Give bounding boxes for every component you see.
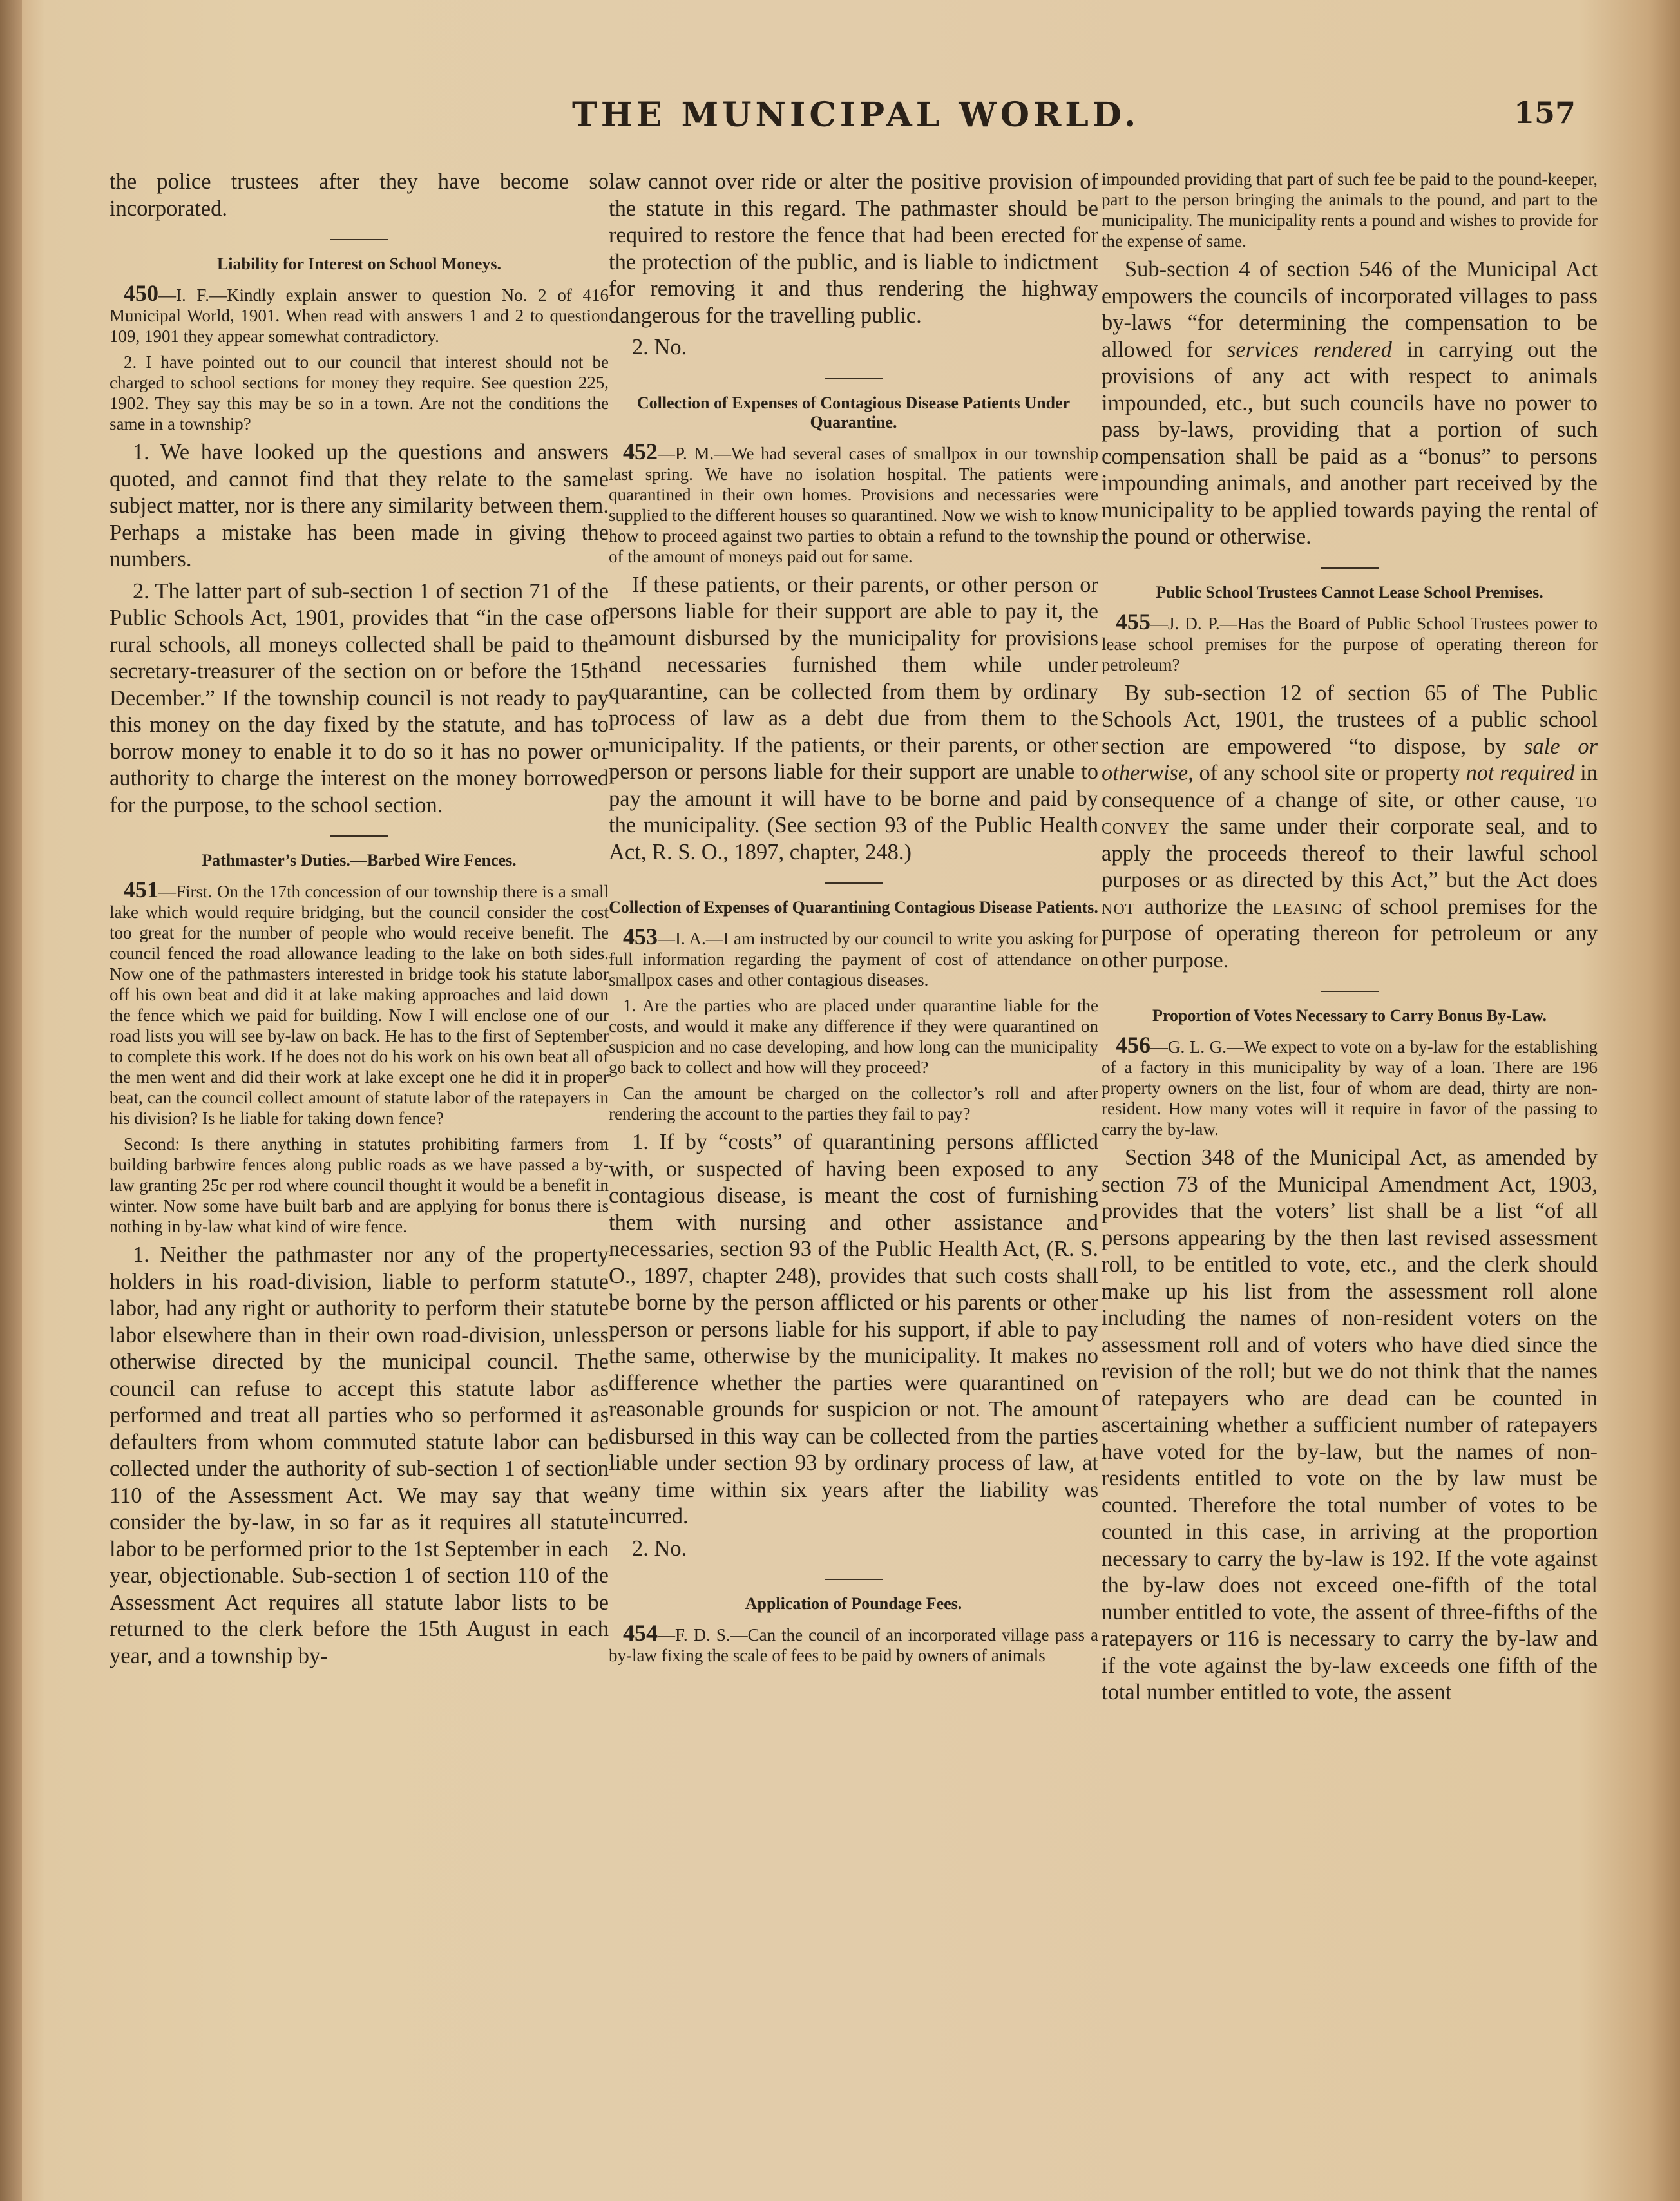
answer-paragraph: 1. If by “costs” of quarantining persons afflicted with, or suspected of having been exposed to any contagious disease, is meant the cost of furnishing them with nursing and other assistance and necessaries, section 93 of the Public Health Act, (R. S. O., 1897, chapter 248), provides that such costs shall be borne by the person afflicted or his parents or other person or persons liable for his support, if able to pay the same, otherwise by the municipality. It makes no difference whether the parties were quarantined on reasonable grounds for suspicion or not. The amount disbursed in this way can be collected from the parties liable under section 93 by ordinary process of law, at any time within six years after the liability was incurred. <box>609 1130 1098 1529</box>
answer-segment: in consequence of a change of site, or other cause, <box>1102 761 1598 812</box>
question-text: Can the amount be charged on the collector’s roll and after rendering the account to the parties they fail to pay? <box>609 1083 1098 1123</box>
answer-paragraph: 2. No. <box>632 1536 687 1561</box>
small-caps-text: not <box>1102 894 1136 919</box>
question-number: 454 <box>623 1620 658 1646</box>
section-divider <box>1321 567 1379 569</box>
section-heading: Collection of Expenses of Contagious Disease Patients Under Quarantine. <box>636 393 1071 432</box>
small-caps-text: leasing <box>1272 894 1344 919</box>
emphasis-text: not required <box>1465 761 1575 785</box>
continued-question: impounded providing that part of such fee be paid to the pound-keeper, part to the person bringing the animals to the pound, and part to the municipality. The municipality rents a pound and wishes to provide for the expense of same. <box>1102 169 1598 251</box>
section-divider <box>825 378 883 379</box>
question-number: 452 <box>623 438 658 464</box>
answer-segment: By sub-section 12 of section 65 of The Public Schools Act, 1901, the trustees of a public school section are empowered “to dispose, by <box>1102 680 1598 759</box>
section-heading: Pathmaster’s Duties.—Barbed Wire Fences. <box>202 851 517 870</box>
section-heading: Proportion of Votes Necessary to Carry Bonus By-Law. <box>1152 1006 1547 1025</box>
question-453 <box>609 898 1098 1562</box>
answer-paragraph: 1. Neither the pathmaster nor any of the property holders in his road-division, liable to perform statute labor, had any right or authority to perform their statute labor elsewhere than in their own road-division, unless otherwise directed by the municipal council. The council can refuse to accept this statute labor as performed and treat all parties who so performed it as defaulters from whom commuted statute labor can be collected under the authority of sub-section 1 of section 110 of the Assessment Act. We may say that we consider the by-law, in so far as it requires all statute labor to be performed prior to the 1st September in each year, objectionable. Sub-section 1 of section 110 of the Assessment Act requires all statute labor lists to be returned to the clerk before the 15th August in each year, and a township by- <box>110 1243 609 1668</box>
answer-paragraph: 2. No. <box>632 335 687 359</box>
question-text <box>110 879 609 1129</box>
page-header <box>0 95 1680 147</box>
question-454 <box>609 1594 1098 1666</box>
section-divider <box>825 882 883 884</box>
column-left <box>110 169 609 2178</box>
answer-paragraph: If these patients, or their parents, or other person or persons liable for their support are able to pay it, the amount disbursed by the municipality for provisions and necessaries furnished them while under quarantine, can be collected from them by ordinary process of law as a debt due from them to the municipality. If the patients, or their parents, or other person or persons liable for their support are unable to pay the amount it will have to be borne and paid by the municipality. (See section 93 of the Public Health Act, R. S. O., 1897, chapter, 248.) <box>609 572 1098 864</box>
question-number: 455 <box>1116 608 1150 634</box>
emphasis-text: sale or otherwise, <box>1102 734 1598 785</box>
section-heading: Public School Trustees Cannot Lease School Premises. <box>1156 582 1543 602</box>
section-heading: Liability for Interest on School Moneys. <box>216 254 502 273</box>
small-caps-text: to convey <box>1102 787 1598 839</box>
answer-segment: authorize the <box>1135 894 1273 919</box>
question-number: 456 <box>1116 1032 1150 1058</box>
question-body: —I. F.—Kindly explain answer to question No. 2 of 416 Municipal World, 1901. When read with answers 1 and 2 to question 109, 1901 they appear somewhat contradictory. <box>110 285 609 346</box>
answer-segment: of any school site or property <box>1193 761 1466 785</box>
section-heading: Application of Poundage Fees. <box>745 1594 962 1613</box>
answer-paragraph: Section 348 of the Municipal Act, as amended by section 73 of the Municipal Amendment Act, 1903, provides that the voters’ list shall be a list “of all persons appearing by the then last revised assessment roll, to be entitled to vote, etc., and the clerk should make up his list from the assessment roll alone including the names of non-resident voters on the assessment roll and of voters who have died since the revision of the roll; but we do not think that the names of ratepayers who are dead can be counted in ascertaining whether a sufficient number of ratepayers have voted for the by-law, but the names of non-residents entitled to vote on the by law must be counted. Therefore the total number of votes to be counted in this case, in arriving at the proportion necessary to carry the by-law is 192. If the vote against the by-law does not exceed one-fifth of the total number entitled to vote, the assent of three-fifths of the ratepayers or 116 is necessary to carry the by-law and if the vote against the by-law exceeds one fifth of the total number entitled to vote, the assent <box>1102 1145 1598 1704</box>
section-divider <box>825 1579 883 1580</box>
question-text <box>609 1620 1098 1666</box>
question-body: —G. L. G.—We expect to vote on a by-law for the establishing of a factory in this municipality by way of a loan. There are 196 property owners on the list, four of whom are dead, thirty are non-resident. How many votes will it require in favor of the passing to carry the by-law. <box>1102 1037 1598 1139</box>
page-number: 157 <box>1514 95 1576 130</box>
answer-segment: in carrying out the provisions of any act with respect to animals impounded, etc., but such councils have no power to pass by-laws, providing that a portion of such compensation shall be paid as a “bonus” to persons impounding animals, and another part received by the municipality to be applied towards paying the rental of the pound or otherwise. <box>1102 337 1598 549</box>
column-right <box>1102 169 1598 2178</box>
section-heading: Collection of Expenses of Quarantining Contagious Disease Patients. <box>609 898 1098 917</box>
publication-title: THE MUNICIPAL WORLD. <box>572 95 1140 135</box>
question-body: —F. D. S.—Can the council of an incorporated village pass a by-law fixing the scale of fees to be paid by owners of animals <box>609 1625 1098 1665</box>
section-divider <box>330 239 388 240</box>
question-number: 451 <box>124 877 158 902</box>
emphasis-text: services rendered <box>1227 337 1392 362</box>
continued-paragraph: law cannot over ride or alter the positive provision of the statute in this regard. The pathmaster should be required to restore the fence that had been erected for the protection of the public, and is liable to indictment for removing it and thus rendering the highway dangerous for the travelling public. <box>609 169 1098 328</box>
question-text <box>110 280 609 347</box>
answer-paragraph <box>1102 680 1598 975</box>
question-body: —J. D. P.—Has the Board of Public School Trustees power to lease school premises for the purpose of operating thereon for petroleum? <box>1102 613 1598 674</box>
answer-segment: Sub-section 4 of section 546 of the Municipal Act empowers the councils of incorporated villages to pass by-laws “for determining the compensation to be allowed for <box>1102 257 1598 362</box>
answer-paragraph: 2. The latter part of sub-section 1 of section 71 of the Public Schools Act, 1901, provides that “in the case of rural schools, all moneys collected shall be paid to the secretary-treasurer of the section on or before the 15th December.” If the township council is not ready to pay this money on the day fixed by the statute, and has to borrow money to enable it to do so it has no power or authority to charge the interest on the money borrowed for the purpose, to the school section. <box>110 578 609 817</box>
column-middle <box>609 169 1098 2178</box>
binding-spine <box>0 0 22 2201</box>
answer-paragraph <box>1102 256 1598 551</box>
question-text <box>609 438 1098 567</box>
question-452 <box>609 394 1098 866</box>
question-text <box>609 926 1098 990</box>
answer-segment: of school premises for the purpose of operating thereon for petroleum or any other purpose. <box>1102 894 1598 973</box>
question-text <box>1102 608 1598 675</box>
question-body: —I. A.—I am instructed by our council to write you asking for full information regarding the payment of cost of attendance on smallpox cases and other contagious diseases. <box>609 929 1098 989</box>
question-455 <box>1102 583 1598 975</box>
section-divider <box>1321 991 1379 992</box>
question-body: —P. M.—We had several cases of smallpox in our township last spring. We have no isolation hospital. The patients were quarantined in their own homes. Provisions and necessaries were supplied to the different houses so quarantined. Now we wish to know how to proceed against two parties to obtain a refund to the township of the amount of moneys paid out for same. <box>609 443 1098 566</box>
question-number: 450 <box>124 280 158 306</box>
answer-paragraph: 1. We have looked up the questions and answers quoted, and cannot find that they relate to the same subject matter, nor is there any similarity between them. Perhaps a mistake has been made in giving the numbers. <box>110 440 609 571</box>
section-divider <box>330 835 388 837</box>
answer-segment: the same under their corporate seal, and to apply the proceeds thereof to their lawful school purposes or as directed by this Act,” but the Act does <box>1102 814 1598 892</box>
question-456 <box>1102 1006 1598 1706</box>
question-text: 1. Are the parties who are placed under quarantine liable for the costs, and would it make any difference if they were quarantined on suspicion and no case developing, and how long can the municipality go back to collect and how will they proceed? <box>609 996 1098 1077</box>
question-450 <box>110 254 609 819</box>
question-text: 2. I have pointed out to our council that interest should not be charged to school sections for money they require. See question 225, 1902. They say this may be so in a town. Are not the conditions the same in a township? <box>110 352 609 434</box>
question-text <box>1102 1034 1598 1139</box>
continued-paragraph: the police trustees after they have become so incorporated. <box>110 169 609 221</box>
question-body: —First. On the 17th concession of our township there is a small lake which would require bridging, but the council consider the cost too great for the number of people who would receive benefit. The council fenced the road allowance leading to the lake on both sides. Now one of the pathmasters interested in bridge took his statute labor off his own beat and did it at lake making approaches and laid down the fence which we paid for building. Now I will enclose one of our road lists you will see by-law on back. He has to the first of September to complete this work. If he does not do his work on his own beat all of the men went and did their work at lake except one he did it in proper beat, can the council collect amount of statute labor of the ratepayers in his division? Is he liable for taking down fence? <box>110 882 609 1128</box>
question-text: Second: Is there anything in statutes prohibiting farmers from building barbwire fences along public roads as we have passed a by-law granting 25c per rod where council thought it would be a benefit in winter. Now some have built barb and are applying for bonus there is nothing in by-law what kind of wire fence. <box>110 1134 609 1236</box>
question-451 <box>110 851 609 1670</box>
question-number: 453 <box>623 924 658 949</box>
